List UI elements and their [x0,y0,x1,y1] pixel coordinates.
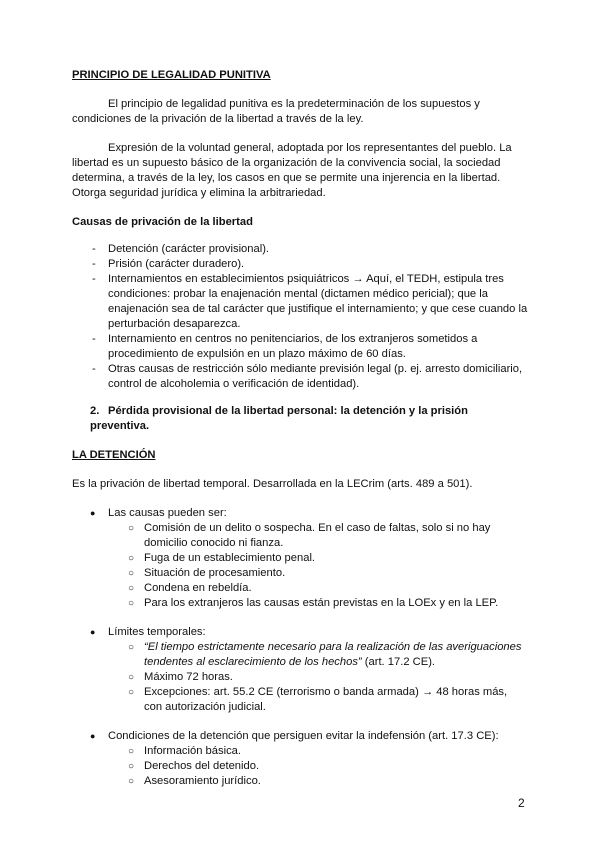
circle-bullet-icon: ○ [128,746,135,757]
sub-list [108,744,528,789]
circle-bullet-icon: ○ [128,761,135,772]
sub-list-item [108,759,528,774]
subsection-title: Causas de privación de la libertad [72,216,253,228]
sub-item-text: Derechos del detenido. [144,760,260,772]
sub-item-text: Excepciones: art. 55.2 CE (terrorismo o banda armada) → 48 horas más, con autorización judicial. [144,686,508,713]
circle-bullet-icon: ○ [128,598,135,609]
sub-item-text: Asesoramiento jurídico. [144,775,261,787]
sub-list-item [108,551,528,566]
circle-bullet-icon: ○ [128,776,135,787]
circle-bullet-icon: ○ [128,583,135,594]
list-item [72,625,528,715]
bullet-icon: ● [90,627,96,637]
circle-bullet-icon: ○ [128,553,135,564]
sub-list-item [108,774,528,789]
bullet-icon: ● [90,731,96,741]
list-label: Límites temporales: [108,626,206,638]
circle-bullet-icon: ○ [128,672,135,683]
circle-bullet-icon: ○ [128,568,135,579]
list-item [72,729,528,789]
dash-list [72,242,528,392]
bullet-list [72,625,528,715]
circle-bullet-icon: ○ [128,523,135,534]
circle-bullet-icon: ○ [128,642,135,653]
bullet-list [72,506,528,611]
page-number: 2 [518,796,525,810]
sub-list-item [108,596,528,611]
sub-list-item [108,685,528,715]
list-item [72,506,528,611]
sub-item-text: Condena en rebeldía. [144,582,252,594]
list-label: Las causas pueden ser: [108,507,227,519]
list-item: - Internamientos en establecimientos psiquiátricos → Aquí, el TEDH, estipula tres condiciones: probar la enajenación mental (dictamen médico pericial); que la enajenación sea de tal carácter que justifique el internamiento; y que cese cuando la perturbación desaparezca. [72,272,528,332]
paragraph: Es la privación de libertad temporal. Desarrollada en la LECrim (arts. 489 a 501). [72,478,473,490]
section-title: PRINCIPIO DE LEGALIDAD PUNITIVA [72,69,271,81]
list-item: - Internamiento en centros no penitenciarios, de los extranjeros sometidos a procedimiento de expulsión en un plazo máximo de 60 días. [72,332,528,362]
sub-item-text: Para los extranjeros las causas están previstas en la LOEx y en la LEP. [144,597,499,609]
quote-reference: (art. 17.2 CE). [361,656,436,668]
sub-item-text: Máximo 72 horas. [144,671,233,683]
list-item: - Detención (carácter provisional). [72,242,528,257]
sub-list-item [108,744,528,759]
sub-item-text: Comisión de un delito o sospecha. En el caso de faltas, solo si no hay domicilio conocido ni fianza. [144,522,491,549]
sub-item-text: Información básica. [144,745,242,757]
list-item: - Prisión (carácter duradero). [72,257,528,272]
sub-item-text: Situación de procesamiento. [144,567,286,579]
sub-list [108,521,528,611]
paragraph: Expresión de la voluntad general, adoptada por los representantes del pueblo. La libertad es un supuesto básico de la organización de la convivencia social, la sociedad determina, a través de la ley, los casos en que se permite una injerencia en la libertad. Otorga seguridad jurídica y elimina la arbitrariedad. [72,142,512,199]
list-item: - Otras causas de restricción sólo mediante previsión legal (p. ej. arresto domiciliario, control de alcoholemia o verificación de identidad). [72,362,528,392]
sub-list-item [108,670,528,685]
bullet-icon: ● [90,508,96,518]
sub-list-item [108,640,528,670]
heading-text: Pérdida provisional de la libertad personal: la detención y la prisión preventiva. [90,405,468,432]
paragraph: El principio de legalidad punitiva es la predeterminación de los supuestos y condiciones de la privación de la libertad a través de la ley. [72,98,480,125]
sub-list-item [108,581,528,596]
document-page [72,64,528,803]
sub-list [108,640,528,715]
sub-item-text: Fuga de un establecimiento penal. [144,552,316,564]
bullet-list [72,729,528,789]
numbered-heading [72,404,528,434]
heading-number: 2. [90,405,100,417]
list-label: Condiciones de la detención que persiguen evitar la indefensión (art. 17.3 CE): [108,730,499,742]
quote-text: “El tiempo estrictamente necesario para la realización de las averiguaciones tendentes al esclarecimiento de los hechos” [144,641,522,668]
sub-list-item [108,566,528,581]
section-title: LA DETENCIÓN [72,449,156,461]
sub-list-item [108,521,528,551]
circle-bullet-icon: ○ [128,687,135,698]
